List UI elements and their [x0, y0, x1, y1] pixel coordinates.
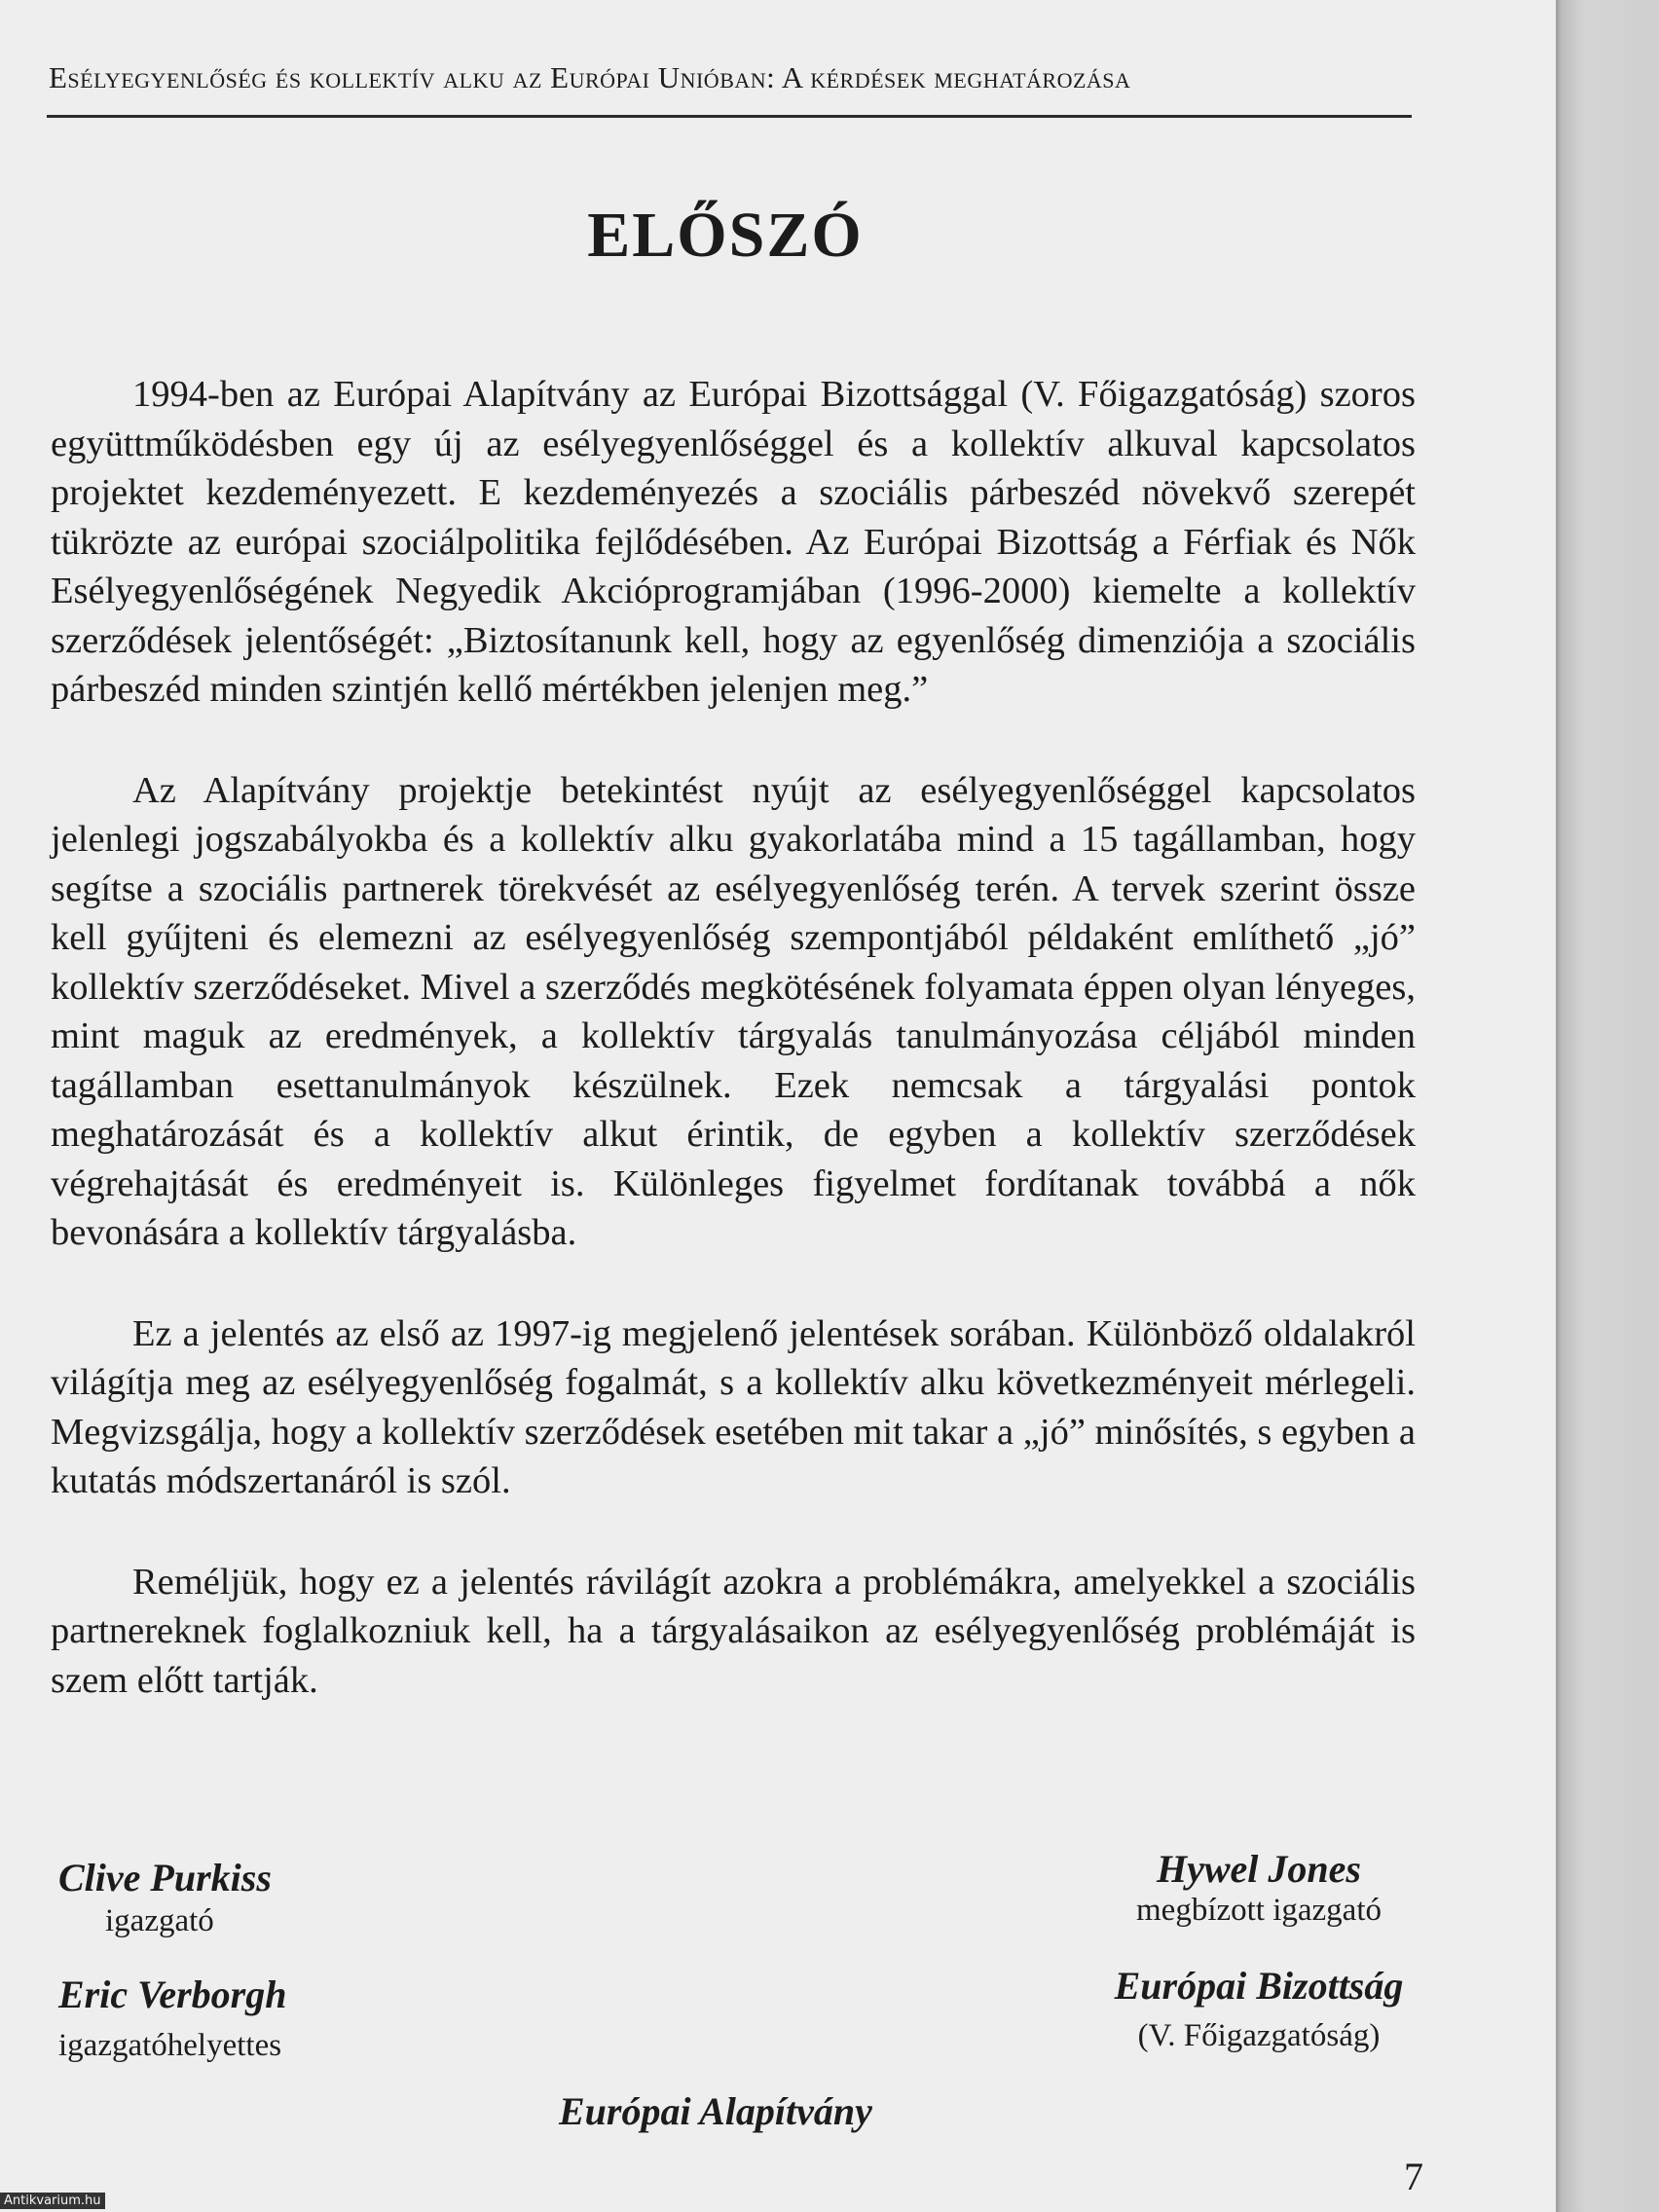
signature-name-purkiss: Clive Purkiss	[58, 1856, 272, 1899]
page-number: 7	[1404, 2155, 1423, 2198]
paragraph-4: Reméljük, hogy ez a jelentés rávilágít azokra a problémákra, amelyekkel a szociális partnereknek foglalkozniuk kell, ha a tárgyalásaikon az esélyegyenlőség problémáját is szem előtt tartják.	[51, 1561, 1416, 1701]
header-rule	[47, 115, 1412, 118]
signature-name-verborgh: Eric Verborgh	[58, 1972, 287, 2016]
signature-name-jones: Hywel Jones	[1157, 1847, 1361, 1891]
signature-role-commission: (V. Főigazgatóság)	[1137, 2018, 1381, 2053]
page-title: ELŐSZÓ	[587, 200, 864, 272]
page-edge	[1556, 0, 1659, 2212]
signature-role-verborgh: igazgatóhelyettes	[58, 2028, 282, 2063]
watermark-label: Antikvarium.hu	[0, 2193, 105, 2209]
organization-name: Európai Alapítvány	[559, 2089, 872, 2133]
running-head: Esélyegyenlőség és kollektív alku az Európai Unióban: A kérdések meghatározása	[49, 60, 1131, 94]
paragraph-1: 1994-ben az Európai Alapítvány az Európai Bizottsággal (V. Főigazgatóság) szoros együttműködésben egy új az esélyegyenlőséggel és a kollektív alkuval kapcsolatos projektet kezdeményezett. E kezdeményezés a szociális párbeszéd növekvő szerepét tükrözte az európai szociálpolitika fejlődésében. Az Európai Bizottság a Férfiak és Nők Esélyegyenlőségének Negyedik Akcióprogramjában (1996-2000) kiemelte a kollektív szerződések jelentőségét: „Biztosítanunk kell, hogy az egyenlőség dimenziója a szociális párbeszéd minden szintjén kellő mértékben jelenjen meg.”	[51, 374, 1416, 710]
signature-role-jones: megbízott igazgató	[1136, 1893, 1382, 1928]
paragraph-2: Az Alapítvány projektje betekintést nyújt az esélyegyenlőséggel kapcsolatos jelenlegi jogszabályokba és a kollektív alku gyakorlatába mind a 15 tagállamban, hogy segítse a szociális partnerek törekvését az esélyegyenlőség terén. A tervek szerint össze kell gyűjteni és elemezni az esélyegyenlőség szempontjából példaként említhető „jó” kollektív szerződéseket. Mivel a szerződés megkötésének folyamata éppen olyan lényeges, mint maguk az eredmények, a kollektív tárgyalás tanulmányozása céljából minden tagállamban esettanulmányok készülnek. Ezek nemcsak a tárgyalási pontok meghatározását és a kollektív alkut érintik, de egyben a kollektív szerződések végrehajtását és eredményeit is. Különleges figyelmet fordítanak továbbá a nők bevonására a kollektív tárgyalásba.	[51, 769, 1416, 1253]
signature-name-commission: Európai Bizottság	[1114, 1964, 1404, 2008]
signature-role-purkiss: igazgató	[105, 1903, 214, 1938]
foreword-body	[51, 370, 1416, 1756]
paragraph-3: Ez a jelentés az első az 1997-ig megjelenő jelentések sorában. Különböző oldalakról világítja meg az esélyegyenlőség fogalmát, s a kollektív alku következményeit mérlegeli. Megvizsgálja, hogy a kollektív szerződések esetében mit takar a „jó” minősítés, s egyben a kutatás módszertanáról is szól.	[51, 1312, 1416, 1501]
